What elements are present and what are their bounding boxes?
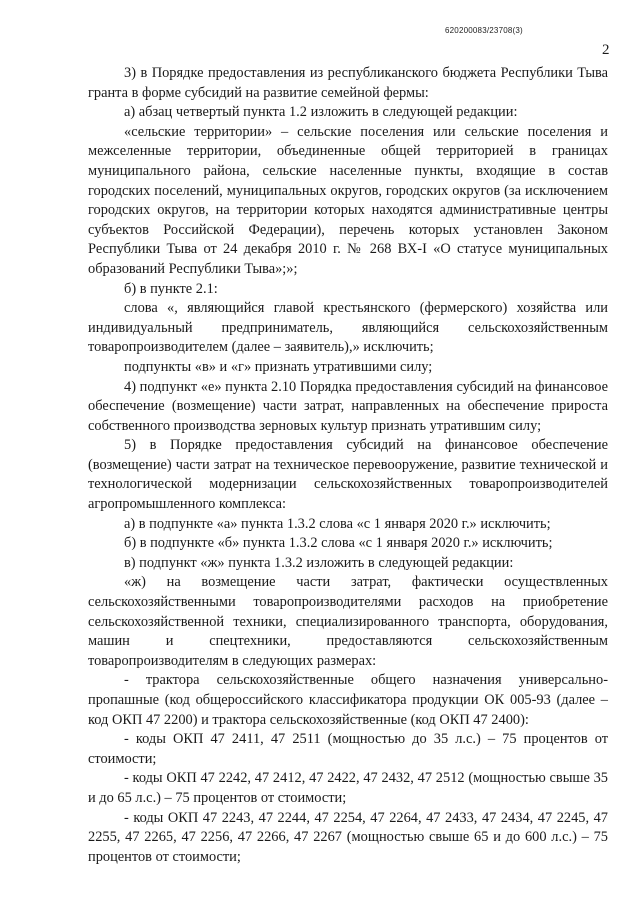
paragraph: слова «, являющийся главой крестьянского (фермерского) хозяйства или индивидуальный предприниматель, являющийся сельскохозяйственным товаропроизводителем (далее – заявитель),» исключить; (88, 300, 608, 356)
paragraph: - трактора сельскохозяйственные общего назначения универсально-пропашные (код общероссийского классификатора продукции ОК 005-93 (далее – код ОКП 47 2200) и трактора сельскохозяйственные (код ОКП 47 2400): (88, 672, 608, 728)
document-id: 620200083/23708(3) (445, 26, 523, 35)
document-body (88, 64, 608, 867)
paragraph: - коды ОКП 47 2411, 47 2511 (мощностью до 35 л.с.) – 75 процентов от стоимости; (88, 731, 608, 767)
paragraph: - коды ОКП 47 2242, 47 2412, 47 2422, 47 2432, 47 2512 (мощностью свыше 35 и до 65 л.с.) – 75 процентов от стоимости; (88, 770, 608, 806)
paragraph: подпункты «в» и «г» признать утратившими силу; (124, 358, 433, 375)
paragraph: а) в подпункте «а» пункта 1.3.2 слова «с 1 января 2020 г.» исключить; (124, 515, 551, 532)
paragraph: в) подпункт «ж» пункта 1.3.2 изложить в следующей редакции: (124, 554, 514, 571)
paragraph: а) абзац четвертый пункта 1.2 изложить в следующей редакции: (124, 104, 518, 121)
paragraph: 5) в Порядке предоставления субсидий на финансовое обеспечение (возмещение) части затрат на техническое перевооружение, развитие технической и технологической модернизации сельскохозяйственных товаропроизводителей агропромышленного комплекса: (88, 437, 608, 513)
paragraph: б) в подпункте «б» пункта 1.3.2 слова «с 1 января 2020 г.» исключить; (124, 535, 553, 552)
paragraph: 3) в Порядке предоставления из республиканского бюджета Республики Тыва гранта в форме субсидий на развитие семейной фермы: (88, 65, 608, 101)
page-number: 2 (602, 42, 610, 58)
paragraph: 4) подпункт «е» пункта 2.10 Порядка предоставления субсидий на финансовое обеспечение (возмещение) части затрат, направленных на обеспечение прироста собственного производства зерновых культур признать утратившим силу; (88, 378, 608, 434)
paragraph: б) в пункте 2.1: (124, 280, 218, 297)
paragraph: «ж) на возмещение части затрат, фактически осуществленных сельскохозяйственными товаропроизводителями расходов на приобретение сельскохозяйственной техники, специализированного транспорта, оборудования, машин и спецтехники, предоставляются сельскохозяйственным товаропроизводителям в следующих размерах: (88, 574, 608, 669)
paragraph: - коды ОКП 47 2243, 47 2244, 47 2254, 47 2264, 47 2433, 47 2434, 47 2245, 47 2255, 47 2265, 47 2256, 47 2266, 47 2267 (мощностью свыше 65 и до 600 л.с.) – 75 процентов от стоимости; (88, 809, 608, 865)
paragraph: «сельские территории» – сельские поселения или сельские поселения и межселенные территории, объединенные общей территорией в границах муниципального района, сельские населенные пункты, входящие в состав городских поселений, муниципальных округов, городских округов (за исключением городских округов, на территории которых находятся административные центры субъектов Российской Федерации), перечень которых установлен Законом Республики Тыва от 24 декабря 2010 г. № 268 ВХ-I «О статусе муниципальных образований Республики Тыва»;»; (88, 123, 608, 277)
